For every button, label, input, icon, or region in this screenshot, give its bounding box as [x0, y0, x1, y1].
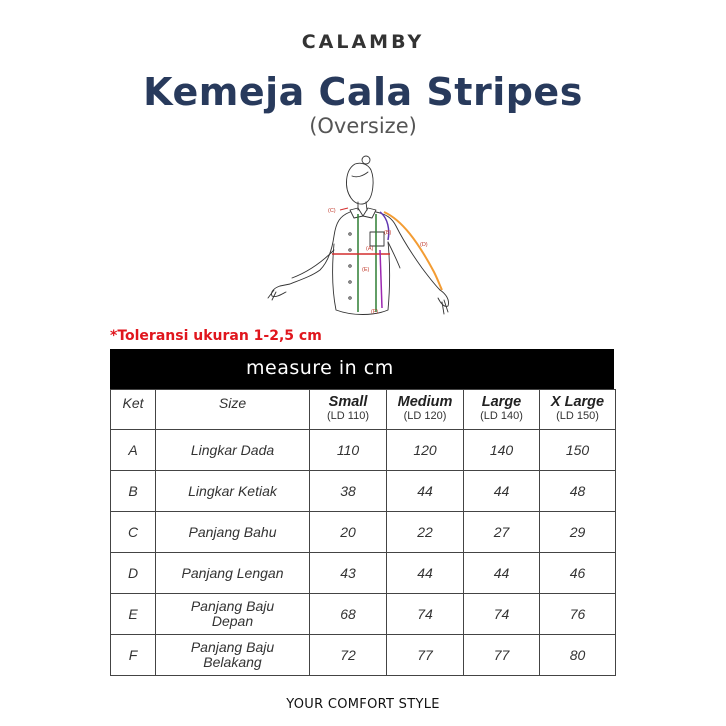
cell-value: 48	[540, 471, 616, 512]
header-small	[310, 390, 387, 430]
label-b: (B)	[384, 230, 392, 236]
cell-size: Lingkar Ketiak	[156, 471, 310, 512]
cell-value: 80	[540, 635, 616, 676]
footer-slogan: YOUR COMFORT STYLE	[286, 697, 440, 712]
cell-size: Panjang Baju Depan	[156, 594, 310, 635]
size-name: Large	[481, 394, 522, 410]
size-name: X Large	[550, 394, 605, 410]
product-subtitle: (Oversize)	[309, 114, 417, 138]
cell-ket: C	[111, 512, 156, 553]
cell-value: 38	[310, 471, 387, 512]
cell-value: 74	[387, 594, 464, 635]
table-row	[111, 430, 616, 471]
cell-value: 77	[387, 635, 464, 676]
cell-value: 44	[387, 471, 464, 512]
cell-value: 44	[387, 553, 464, 594]
cell-value: 44	[464, 553, 540, 594]
table-header-row	[111, 390, 616, 430]
product-title: Kemeja Cala Stripes	[143, 70, 583, 114]
cell-ket: F	[111, 635, 156, 676]
table-caption-band	[110, 349, 614, 389]
header-medium	[387, 390, 464, 430]
cell-ket: A	[111, 430, 156, 471]
cell-value: 46	[540, 553, 616, 594]
table-caption: measure in cm	[246, 357, 394, 379]
size-name: Small	[328, 394, 368, 410]
cell-value: 72	[310, 635, 387, 676]
size-ld: (LD 120)	[403, 410, 447, 422]
cell-value: 120	[387, 430, 464, 471]
label-d: (D)	[420, 242, 428, 248]
cell-size: Lingkar Dada	[156, 430, 310, 471]
label-e: (E)	[362, 267, 370, 273]
cell-size: Panjang Baju Belakang	[156, 635, 310, 676]
size-ld: (LD 110)	[327, 410, 369, 422]
cell-size: Panjang Lengan	[156, 553, 310, 594]
header-size: Size	[156, 390, 310, 430]
table-row	[111, 594, 616, 635]
tolerance-note: *Toleransi ukuran 1-2,5 cm	[110, 328, 322, 344]
cell-value: 20	[310, 512, 387, 553]
measurement-illustration	[262, 150, 472, 330]
cell-value: 44	[464, 471, 540, 512]
cell-value: 43	[310, 553, 387, 594]
label-c: (C)	[328, 208, 336, 214]
label-f: (F)	[371, 309, 379, 315]
size-name: Medium	[397, 394, 453, 410]
table-row	[111, 553, 616, 594]
cell-value: 150	[540, 430, 616, 471]
table-row	[111, 635, 616, 676]
brand-logo: CALAMBY	[301, 31, 425, 53]
cell-ket: D	[111, 553, 156, 594]
size-ld: (LD 150)	[556, 410, 599, 422]
cell-ket: B	[111, 471, 156, 512]
cell-value: 140	[464, 430, 540, 471]
cell-value: 22	[387, 512, 464, 553]
table-row	[111, 512, 616, 553]
size-ld: (LD 140)	[480, 410, 523, 422]
cell-value: 77	[464, 635, 540, 676]
header-ket: Ket	[111, 390, 156, 430]
cell-value: 76	[540, 594, 616, 635]
label-a: (A)	[366, 246, 374, 252]
cell-value: 27	[464, 512, 540, 553]
cell-ket: E	[111, 594, 156, 635]
table-row	[111, 471, 616, 512]
cell-value: 68	[310, 594, 387, 635]
cell-value: 110	[310, 430, 387, 471]
size-chart-table	[110, 389, 616, 676]
cell-value: 29	[540, 512, 616, 553]
header-xlarge	[540, 390, 616, 430]
header-large	[464, 390, 540, 430]
cell-value: 74	[464, 594, 540, 635]
cell-size: Panjang Bahu	[156, 512, 310, 553]
